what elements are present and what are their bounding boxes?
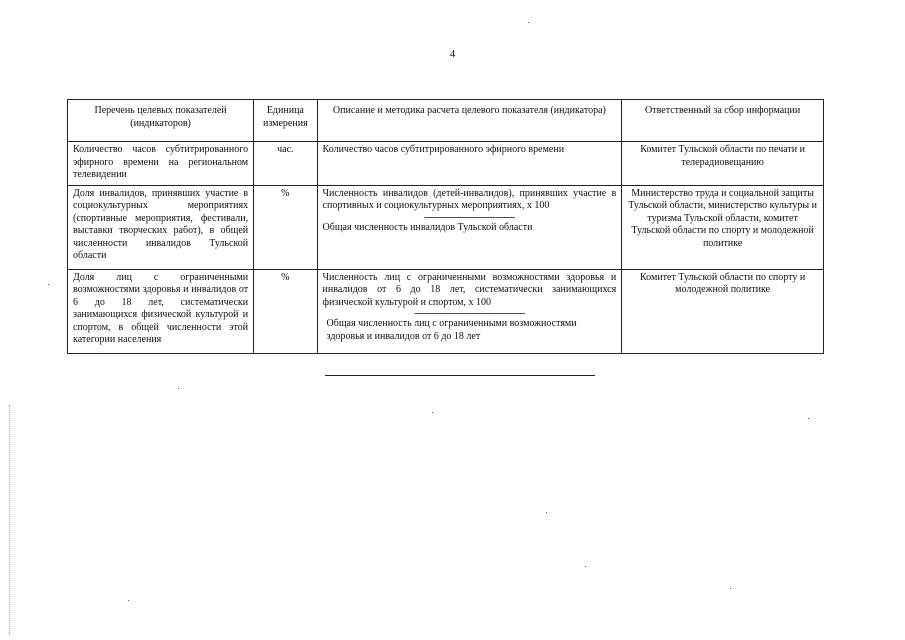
indicator-unit: % [254, 269, 317, 353]
method-numerator: Численность инвалидов (детей-инвалидов), принявших участие в спортивных и социокультурных мероприятиях, х 100 [322, 187, 617, 211]
indicator-unit: час. [254, 142, 317, 186]
scan-speck [178, 388, 179, 389]
scan-speck [432, 412, 433, 413]
method-numerator: Численность лиц с ограниченными возможностями здоровья и инвалидов от 6 до 18 лет, систематически занимающихся физической культурой и спортом, х 100 [322, 271, 617, 308]
method-denominator: Общая численность лиц с ограниченными возможностями здоровья и инвалидов от 6 до 18 лет [326, 318, 577, 342]
scan-speck [128, 600, 129, 601]
end-of-document-rule [325, 375, 595, 376]
table-row [68, 269, 824, 353]
scan-speck [528, 22, 529, 23]
indicator-responsible: Комитет Тульской области по спорту и молодежной политике [622, 269, 824, 353]
scan-speck [585, 566, 586, 567]
indicator-name: Доля инвалидов, принявших участие в социокультурных мероприятиях (спортивные мероприятия, фестивали, выставки творческих работ), в общей численности инвалидов Тульской области [68, 185, 254, 269]
indicator-method [317, 142, 622, 186]
indicator-name: Количество часов субтитрированного эфирного времени на региональном телевидении [68, 142, 254, 186]
indicator-responsible: Комитет Тульской области по печати и телерадиовещанию [622, 142, 824, 186]
indicators-table [67, 99, 824, 354]
header-unit: Единица измерения [254, 100, 317, 142]
table-row [68, 142, 824, 186]
table-header-row [68, 100, 824, 142]
header-method: Описание и методика расчета целевого показателя (индикатора) [317, 100, 622, 142]
indicator-method [317, 185, 622, 269]
method-fraction-line: --------------------------------------- [414, 308, 525, 319]
header-indicators: Перечень целевых показателей (индикаторов) [68, 100, 254, 142]
indicator-method [317, 269, 622, 353]
method-fraction-line: -------------------------------- [424, 211, 515, 223]
method-numerator: Количество часов субтитрированного эфирного времени [322, 144, 565, 155]
indicator-responsible: Министерство труда и социальной защиты Тульской области, министерство культуры и туризма Тульской области, комитет Тульской области по спорту и молодежной политике [622, 185, 824, 269]
header-responsible: Ответственный за сбор информации [622, 100, 824, 142]
indicator-unit: % [254, 185, 317, 269]
scan-margin-marks [9, 405, 12, 635]
table-row [68, 185, 824, 269]
scan-speck [48, 284, 49, 285]
indicator-name: Доля лиц с ограниченными возможностями здоровья и инвалидов от 6 до 18 лет, систематически занимающихся физической культурой и спортом, в общей численности этой категории населения [68, 269, 254, 353]
scan-speck [546, 512, 547, 513]
scan-speck [730, 588, 731, 589]
method-denominator: Общая численность инвалидов Тульской области [322, 221, 533, 233]
page-number: 4 [449, 48, 456, 60]
scan-speck [808, 418, 809, 419]
